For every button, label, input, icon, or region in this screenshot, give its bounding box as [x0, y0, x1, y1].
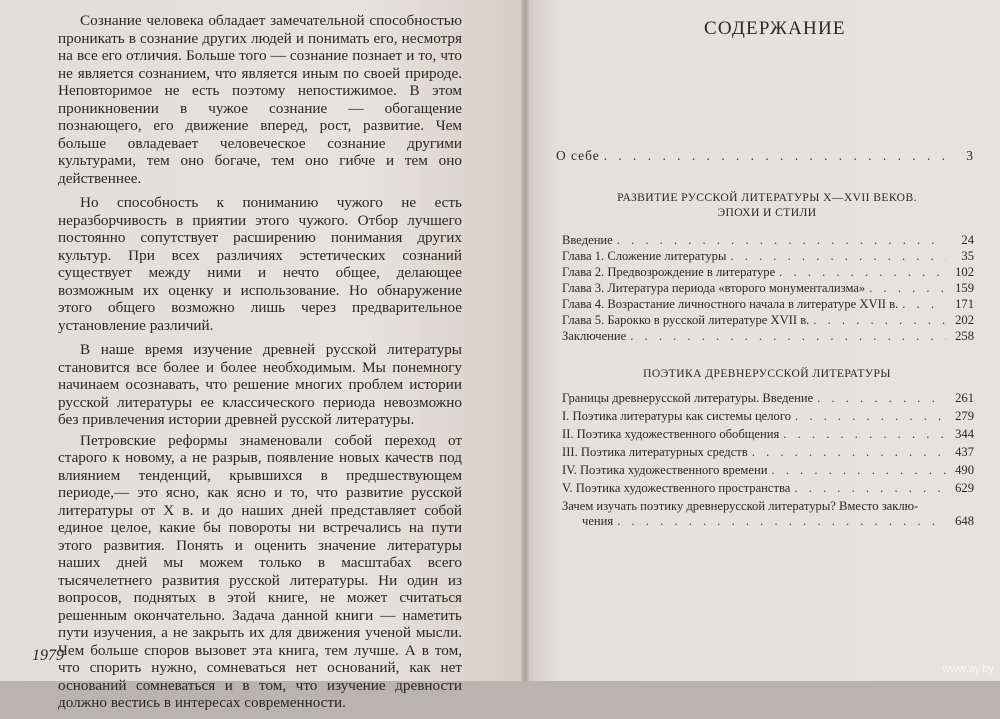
toc-entry-label: III. Поэтика литературных средств: [562, 445, 748, 459]
toc-leader-dots: [730, 249, 946, 264]
toc-leader-dots: [869, 281, 946, 296]
toc-entry-label: Зачем изучать поэтику древнерусской литературы? Вместо заклю-: [562, 499, 919, 513]
toc-entry: [562, 427, 974, 442]
section-heading-line: ПОЭТИКА ДРЕВНЕРУССКОЙ ЛИТЕРАТУРЫ: [643, 367, 891, 380]
toc-entry-label: Заключение: [562, 329, 627, 343]
toc-leader-dots: [783, 427, 946, 442]
toc-entry-page: 437: [955, 445, 974, 459]
toc-entry: [562, 409, 974, 424]
toc-entry-label: Глава 3. Литература периода «второго монументализма»: [562, 281, 866, 295]
toc-entry: [562, 391, 974, 406]
toc-leader-dots: [752, 445, 946, 460]
book-gutter: [521, 0, 529, 681]
toc-entry-label: чения: [582, 514, 614, 528]
toc-entry-page: 202: [955, 313, 974, 327]
toc-entry: [562, 313, 974, 328]
toc-entry: [562, 463, 974, 478]
toc-entry-page: 3: [966, 148, 974, 163]
folio-year: 1979: [32, 647, 64, 664]
toc-entry-page: 171: [955, 297, 974, 311]
toc-entry-page: 258: [955, 329, 974, 343]
toc-entry-label: V. Поэтика художественного пространства: [562, 481, 791, 495]
toc-leader-dots: [902, 297, 946, 312]
toc-entry-page: 159: [955, 281, 974, 295]
section-heading-line: РАЗВИТИЕ РУССКОЙ ЛИТЕРАТУРЫ X—XVII ВЕКОВ.: [617, 191, 917, 204]
toc-entry: [556, 148, 974, 163]
toc-leader-dots: [617, 514, 946, 529]
toc-entry: [562, 297, 974, 312]
paragraph: Сознание человека обладает замечательной способностью проникать в сознание других людей и понимать его, несмотря на все его отличия. Больше того — сознание познает и то, что не является сознанием, что является иным по своей природе. Неповторимое не есть поэтому непостижимое. В этом проникновении в чужое сознание — обогащение познающего, его движение вперед, рост, развитие. Чем больше овладевает человеческое сознание другими культурами, тем оно богаче, тем оно гибче и тем оно действеннее.: [58, 12, 462, 187]
toc-entry: [562, 265, 974, 280]
toc-entry-page: 279: [955, 409, 974, 423]
toc-entry: [562, 233, 974, 248]
section-heading: [560, 366, 974, 381]
toc-leader-dots: [817, 391, 946, 406]
toc-entry: [562, 481, 974, 496]
toc-entry-label: II. Поэтика художественного обобщения: [562, 427, 780, 441]
paragraph: Но способность к пониманию чужого не есть неразборчивость в приятии этого чужого. Отбор лучшего постоянно сопутствует расширению понимания других культур. При всех различиях эстетических сознаний существует между ними и нечто общее, делающее возможным их оценку и использование. Но обнаружение этого общего возможно лишь через предварительное установление различий.: [58, 194, 462, 334]
toc-entry: [562, 445, 974, 460]
toc-entry-page: 261: [955, 391, 974, 405]
toc-leader-dots: [630, 329, 946, 344]
toc-entry: [562, 281, 974, 296]
paragraph: Петровские реформы знаменовали собой переход от старого к новому, а не разрыв, появление новых качеств под влиянием тенденций, крывшихся в предшествующем периоде,— это ясно, как ясно и то, что развитие русской литературы от X в. и до наших дней представляет собой единое целое, какие бы повороты ни встречались на пути этого развития. Понять и оценить значение литературы наших дней мы можем только в масштабах всего тысячелетнего развития русской литературы. Ни один из вопросов, поднятых в этой книге, не может считаться решенным окончательно. Задача данной книги — наметить пути изучения, а не закрыть их для движения ученой мысли. Чем больше споров вызовет эта книга, тем лучше. А в том, что спорить нужно, сомневаться нет оснований, как нет оснований сомневаться и в том, что изучение древности должно вестись в интересах современности.: [58, 431, 462, 711]
toc-entry-page: 24: [961, 233, 974, 247]
toc-entry: [562, 329, 974, 344]
toc-leader-dots: [794, 481, 946, 496]
toc-leader-dots: [617, 233, 946, 248]
paragraph: В наше время изучение древней русской литературы становится все более и более необходимым. Мы понемногу начинаем осознавать, что решение многих проблем истории русской литературы ее классического периода невозможно без привлечения истории древней русской литературы.: [58, 341, 462, 428]
toc-leader-dots: [604, 148, 946, 163]
toc-entry-page: 629: [955, 481, 974, 495]
toc-leader-dots: [779, 265, 946, 280]
toc-entry-label: I. Поэтика литературы как системы целого: [562, 409, 792, 423]
toc-entry-label: О себе: [556, 148, 600, 163]
toc-leader-dots: [813, 313, 946, 328]
toc-entry-label: Глава 5. Барокко в русской литературе XVII в.: [562, 313, 810, 327]
toc-entry-label: Границы древнерусской литературы. Введение: [562, 391, 814, 405]
toc-leader-dots: [771, 463, 946, 478]
toc-entry-page: 35: [961, 249, 974, 263]
toc-entry-label: Глава 1. Сложение литературы: [562, 249, 727, 263]
toc-entry-label: IV. Поэтика художественного времени: [562, 463, 768, 477]
toc-entry: [562, 499, 974, 514]
toc-entry: [562, 249, 974, 264]
section-heading: [560, 190, 974, 220]
toc-title: СОДЕРЖАНИЕ: [704, 18, 846, 39]
toc-leader-dots: [795, 409, 946, 424]
toc-entry-page: 344: [955, 427, 974, 441]
watermark: www.ay.by: [942, 663, 994, 675]
toc-entry-page: 490: [955, 463, 974, 477]
toc-entry: [582, 514, 974, 529]
section-heading-line: ЭПОХИ И СТИЛИ: [717, 206, 817, 219]
toc-entry-page: 102: [955, 265, 974, 279]
toc-entry-page: 648: [955, 514, 974, 528]
toc-entry-label: Глава 4. Возрастание личностного начала в литературе XVII в.: [562, 297, 899, 311]
body-text: [58, 12, 462, 719]
toc-entry-label: Глава 2. Предвозрождение в литературе: [562, 265, 776, 279]
toc-entry-label: Введение: [562, 233, 613, 247]
